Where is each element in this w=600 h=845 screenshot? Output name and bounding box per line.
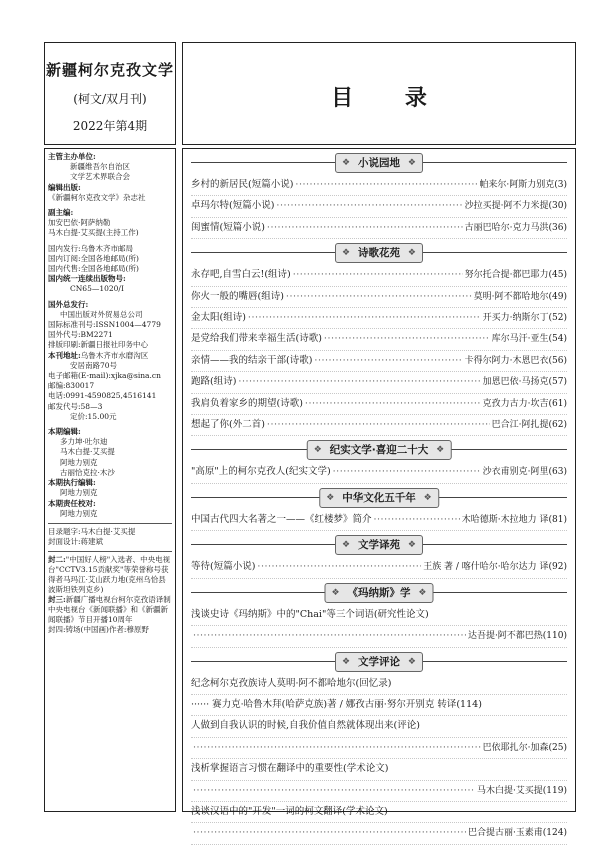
entry-title: 浅谈汉语中的"开发"一词的柯文翻译(学术论文) [191, 805, 388, 817]
toc-entry[interactable] [191, 462, 567, 483]
toc-entry[interactable] [191, 175, 567, 196]
publisher-label: 编辑出版: [48, 182, 81, 192]
editors-label: 本期编辑: [48, 427, 81, 437]
entry-title: 浅谈史诗《玛纳斯》中的"Chai"等三个词语(研究性论文) [191, 608, 429, 620]
leader-dots [267, 415, 490, 435]
phone: 电话:0991-4590825,4516141 [48, 391, 157, 401]
entry-title: 你火一般的嘴唇(组诗) [191, 290, 284, 302]
cover2-label: 封二: [48, 555, 66, 565]
entry-author-page: 木哈德斯·木拉地力 译(81) [461, 514, 567, 525]
leader-dots [324, 329, 490, 349]
leader-dots [193, 781, 475, 801]
toc-entry[interactable] [191, 626, 567, 647]
toc-entry[interactable] [191, 716, 567, 737]
editor-3: 阿地力别克 [60, 457, 98, 467]
section-title: ❖ 纪实文学·喜迎二十大 ❖ [307, 440, 452, 460]
magazine-title: 新疆柯尔克孜文学 [45, 61, 174, 79]
toc-entry[interactable] [191, 802, 567, 823]
toc-entry[interactable] [191, 394, 567, 415]
publication-info [44, 148, 176, 812]
entry-author-page: 库尔马汗·亚生(54) [491, 334, 567, 345]
entry-author-page: 巴合提古丽·玉素甫(124) [467, 828, 567, 839]
postcode: 邮编:830017 [48, 381, 95, 391]
cover2-text: "中国好人榜"入选者、中央电视台"CCTV3.15贡献奖"等荣誉称号获得者马玛江·艾山跃力地(克州乌恰县波斯坦铁列克乡) [48, 555, 171, 595]
foreign-code: 国外代号:BM2271 [48, 330, 113, 340]
price: 定价:15.00元 [70, 411, 117, 421]
toc-entry[interactable] [191, 674, 567, 695]
entry-title: 是党给我们带来幸福生活(诗歌) [191, 333, 322, 345]
vice-editor-2: 马木白提·艾买提(主持工作) [48, 228, 139, 238]
leader-dots [276, 196, 462, 216]
leader-dots [295, 175, 477, 195]
print-house: 排版印刷:新疆日报社印务中心 [48, 340, 149, 350]
leader-dots [374, 510, 460, 530]
section-title: ❖ 文学评论 ❖ [335, 652, 423, 672]
leader-dots [267, 218, 463, 238]
entry-title: 我肩负着家乡的期望(诗歌) [191, 397, 303, 409]
section-title: ❖ 小说园地 ❖ [335, 153, 423, 173]
cover3-label: 封三: [48, 595, 66, 605]
email[interactable]: 电子邮箱(E-mail):xjka@sina.cn [48, 371, 161, 381]
entry-title: 中国古代四大名著之一——《红楼梦》简介 [191, 513, 372, 525]
entry-author-page: 努尔托合提·都巴耶力(45) [464, 270, 567, 281]
section-header [191, 652, 567, 672]
address-label: 本刊地址: [48, 350, 81, 360]
right-column [182, 42, 576, 839]
leader-dots [193, 626, 466, 646]
cover3-note [48, 595, 172, 625]
postal-code: 邮发代号:58—3 [48, 401, 103, 411]
toc-header [182, 42, 576, 145]
cn-label: 国内统一连续出版物号: [48, 274, 126, 284]
leader-dots [193, 823, 466, 843]
entry-title: 卓玛尔特(短篇小说) [191, 200, 275, 212]
entry-author-page: 帕来尔·阿斯力别克(3) [479, 180, 567, 190]
section-header [191, 583, 567, 603]
entry-title: 想起了你(外二首) [191, 419, 265, 431]
entry-title: 纪念柯尔克孜族诗人莫明·阿不都哈地尔(回忆录) [191, 677, 392, 689]
sponsor-label: 主管主办单位: [48, 152, 96, 161]
issn: 国际标准刊号:ISSN1004—4779 [48, 320, 161, 330]
section-header [191, 535, 567, 555]
entry-author-page: 卡得尔阿力·木恩巴衣(56) [464, 355, 567, 366]
toc-entry[interactable] [191, 415, 567, 436]
toc-entry[interactable] [191, 308, 567, 329]
proofreader: 阿地力别克 [60, 508, 98, 518]
editor-1: 多力坤·吐尔迪 [60, 437, 108, 447]
entry-title: 永存吧,自雪白云!(组诗) [191, 269, 291, 281]
entry-title: 乡村的新居民(短篇小说) [191, 179, 294, 190]
entry-title: 金太阳(组诗) [191, 312, 246, 324]
cover3-text: 新疆广播电视台柯尔克孜语译制中央电视台《新闻联播》和《新疆新闻联播》节目开播10周年 [48, 595, 171, 625]
left-column [44, 42, 176, 812]
sponsor-line-1: 新疆维吾尔自治区 [70, 162, 130, 172]
entry-author-page: 古丽巴哈尔·克力马洪(36) [464, 222, 567, 233]
toc-entry[interactable] [191, 218, 567, 239]
cover2-note [48, 555, 172, 595]
toc-entry[interactable] [191, 351, 567, 372]
entry-author-page: 开买力·纳斯尔丁(52) [482, 313, 567, 324]
leader-dots [305, 394, 481, 414]
section-title: ❖ 诗歌花苑 ❖ [335, 243, 423, 263]
entry-title: 人做到自我认识的时候,自我价值自然就体现出来(评论) [191, 720, 420, 732]
publisher: 《新疆柯尔克孜文学》杂志社 [48, 192, 146, 202]
domestic-agent: 国内代售:全国各地邮局(所) [48, 264, 139, 274]
domestic-order: 国内订阅:全国各地邮局(所) [48, 253, 139, 263]
cn-value: CN65—1020/I [70, 284, 124, 294]
cover4-note: 封四:铸场(中国画)作者:穆原野 [48, 625, 149, 635]
entry-author-page: 马木白提·艾买提(119) [476, 785, 567, 796]
toc-entry[interactable] [191, 287, 567, 308]
entry-author-page: 达吾提·阿不都巴热(110) [467, 631, 567, 642]
entry-title: 闺蜜情(短篇小说) [191, 221, 265, 233]
exec-editor: 阿地力别克 [60, 488, 98, 498]
toc-entry[interactable] [191, 372, 567, 393]
section-header [191, 440, 567, 460]
toc-entry[interactable] [191, 196, 567, 217]
entry-author-page: 加恩巴依·马扬克(57) [482, 377, 567, 388]
section-header [191, 243, 567, 263]
entry-title: "高原"上的柯尔克孜人(纪实文学) [191, 466, 331, 478]
toc-title: 目 录 [331, 85, 449, 111]
sponsor-line-2: 文学艺术界联合会 [70, 172, 130, 182]
entry-author-page: 沙衣甫别克·阿里(63) [482, 467, 567, 478]
toc-entry[interactable] [191, 557, 567, 578]
domestic-issue: 国内发行:乌鲁木齐市邮局 [48, 243, 134, 253]
toc-entry[interactable] [191, 605, 567, 626]
leader-dots [193, 738, 481, 758]
editor-2: 马木白提·艾买提 [60, 447, 115, 457]
entry-title: 亲情——我的结亲干部(诗歌) [191, 354, 313, 366]
magazine-subtitle: (柯文/双月刊) [73, 92, 147, 106]
entry-author-page: 莫明·阿不都哈地尔(49) [473, 291, 567, 302]
proof-label: 本期责任校对: [48, 498, 96, 508]
leader-dots [333, 462, 481, 482]
entry-title: ······ 赛力克·哈鲁木拜(哈萨克族)著 / 娜孜古丽·努尔开别克 转译(114) [191, 698, 482, 710]
vice-editor-1: 加安巴依·阿萨纳勒 [48, 218, 111, 228]
entry-title: 等待(短篇小说) [191, 561, 256, 573]
section-header [191, 153, 567, 173]
section-title: ❖ 中华文化五千年 ❖ [319, 488, 439, 508]
toc-entry[interactable] [191, 738, 567, 759]
masthead [44, 42, 176, 145]
leader-dots [286, 287, 472, 307]
vice-editor-label: 副主编: [48, 208, 74, 218]
section-title: ❖ 《玛纳斯》学 ❖ [325, 583, 434, 603]
section-header [191, 488, 567, 508]
title-calligraphy: 目录题字:马木白提·艾买提 [48, 526, 136, 536]
foreign-label: 国外总发行: [48, 299, 89, 309]
leader-dots [238, 372, 480, 392]
toc-entry[interactable] [191, 759, 567, 780]
page [44, 42, 576, 839]
entry-title: 跑路(组诗) [191, 376, 237, 388]
address-line-2: 安居南路70号 [70, 360, 118, 370]
leader-dots [293, 265, 463, 285]
toc-entry[interactable] [191, 695, 567, 716]
entry-author-page: 巴依耶扎尔·加森(25) [482, 742, 567, 753]
issue-number: 2022年第4期 [72, 119, 148, 133]
leader-dots [314, 351, 462, 371]
toc-entry[interactable] [191, 265, 567, 286]
exec-editor-label: 本期执行编辑: [48, 478, 96, 488]
toc-entry[interactable] [191, 823, 567, 844]
editor-4: 古丽恰克拉·木沙 [60, 467, 115, 477]
entry-title: 浅析掌握语言习惯在翻译中的重要性(学术论文) [191, 763, 389, 775]
cover-design: 封面设计:蒋建斌 [48, 537, 104, 547]
section-title: ❖ 文学译苑 ❖ [335, 535, 423, 555]
toc-entry[interactable] [191, 329, 567, 350]
toc-entry[interactable] [191, 510, 567, 531]
leader-dots [248, 308, 481, 328]
leader-dots [257, 557, 421, 577]
entry-author-page: 王族 著 / 喀什哈尔·哈尔达力 译(92) [423, 562, 567, 573]
table-of-contents [182, 148, 576, 839]
entry-author-page: 巴合江·阿扎提(62) [491, 420, 567, 431]
entry-author-page: 沙拉买提·阿不力米提(30) [464, 201, 567, 212]
address-line-1: 乌鲁木齐市水磨沟区 [80, 350, 149, 360]
entry-author-page: 克孜力古力·坎吉(61) [482, 398, 567, 409]
toc-entry[interactable] [191, 781, 567, 802]
foreign-value: 中国出版对外贸易总公司 [60, 309, 143, 319]
